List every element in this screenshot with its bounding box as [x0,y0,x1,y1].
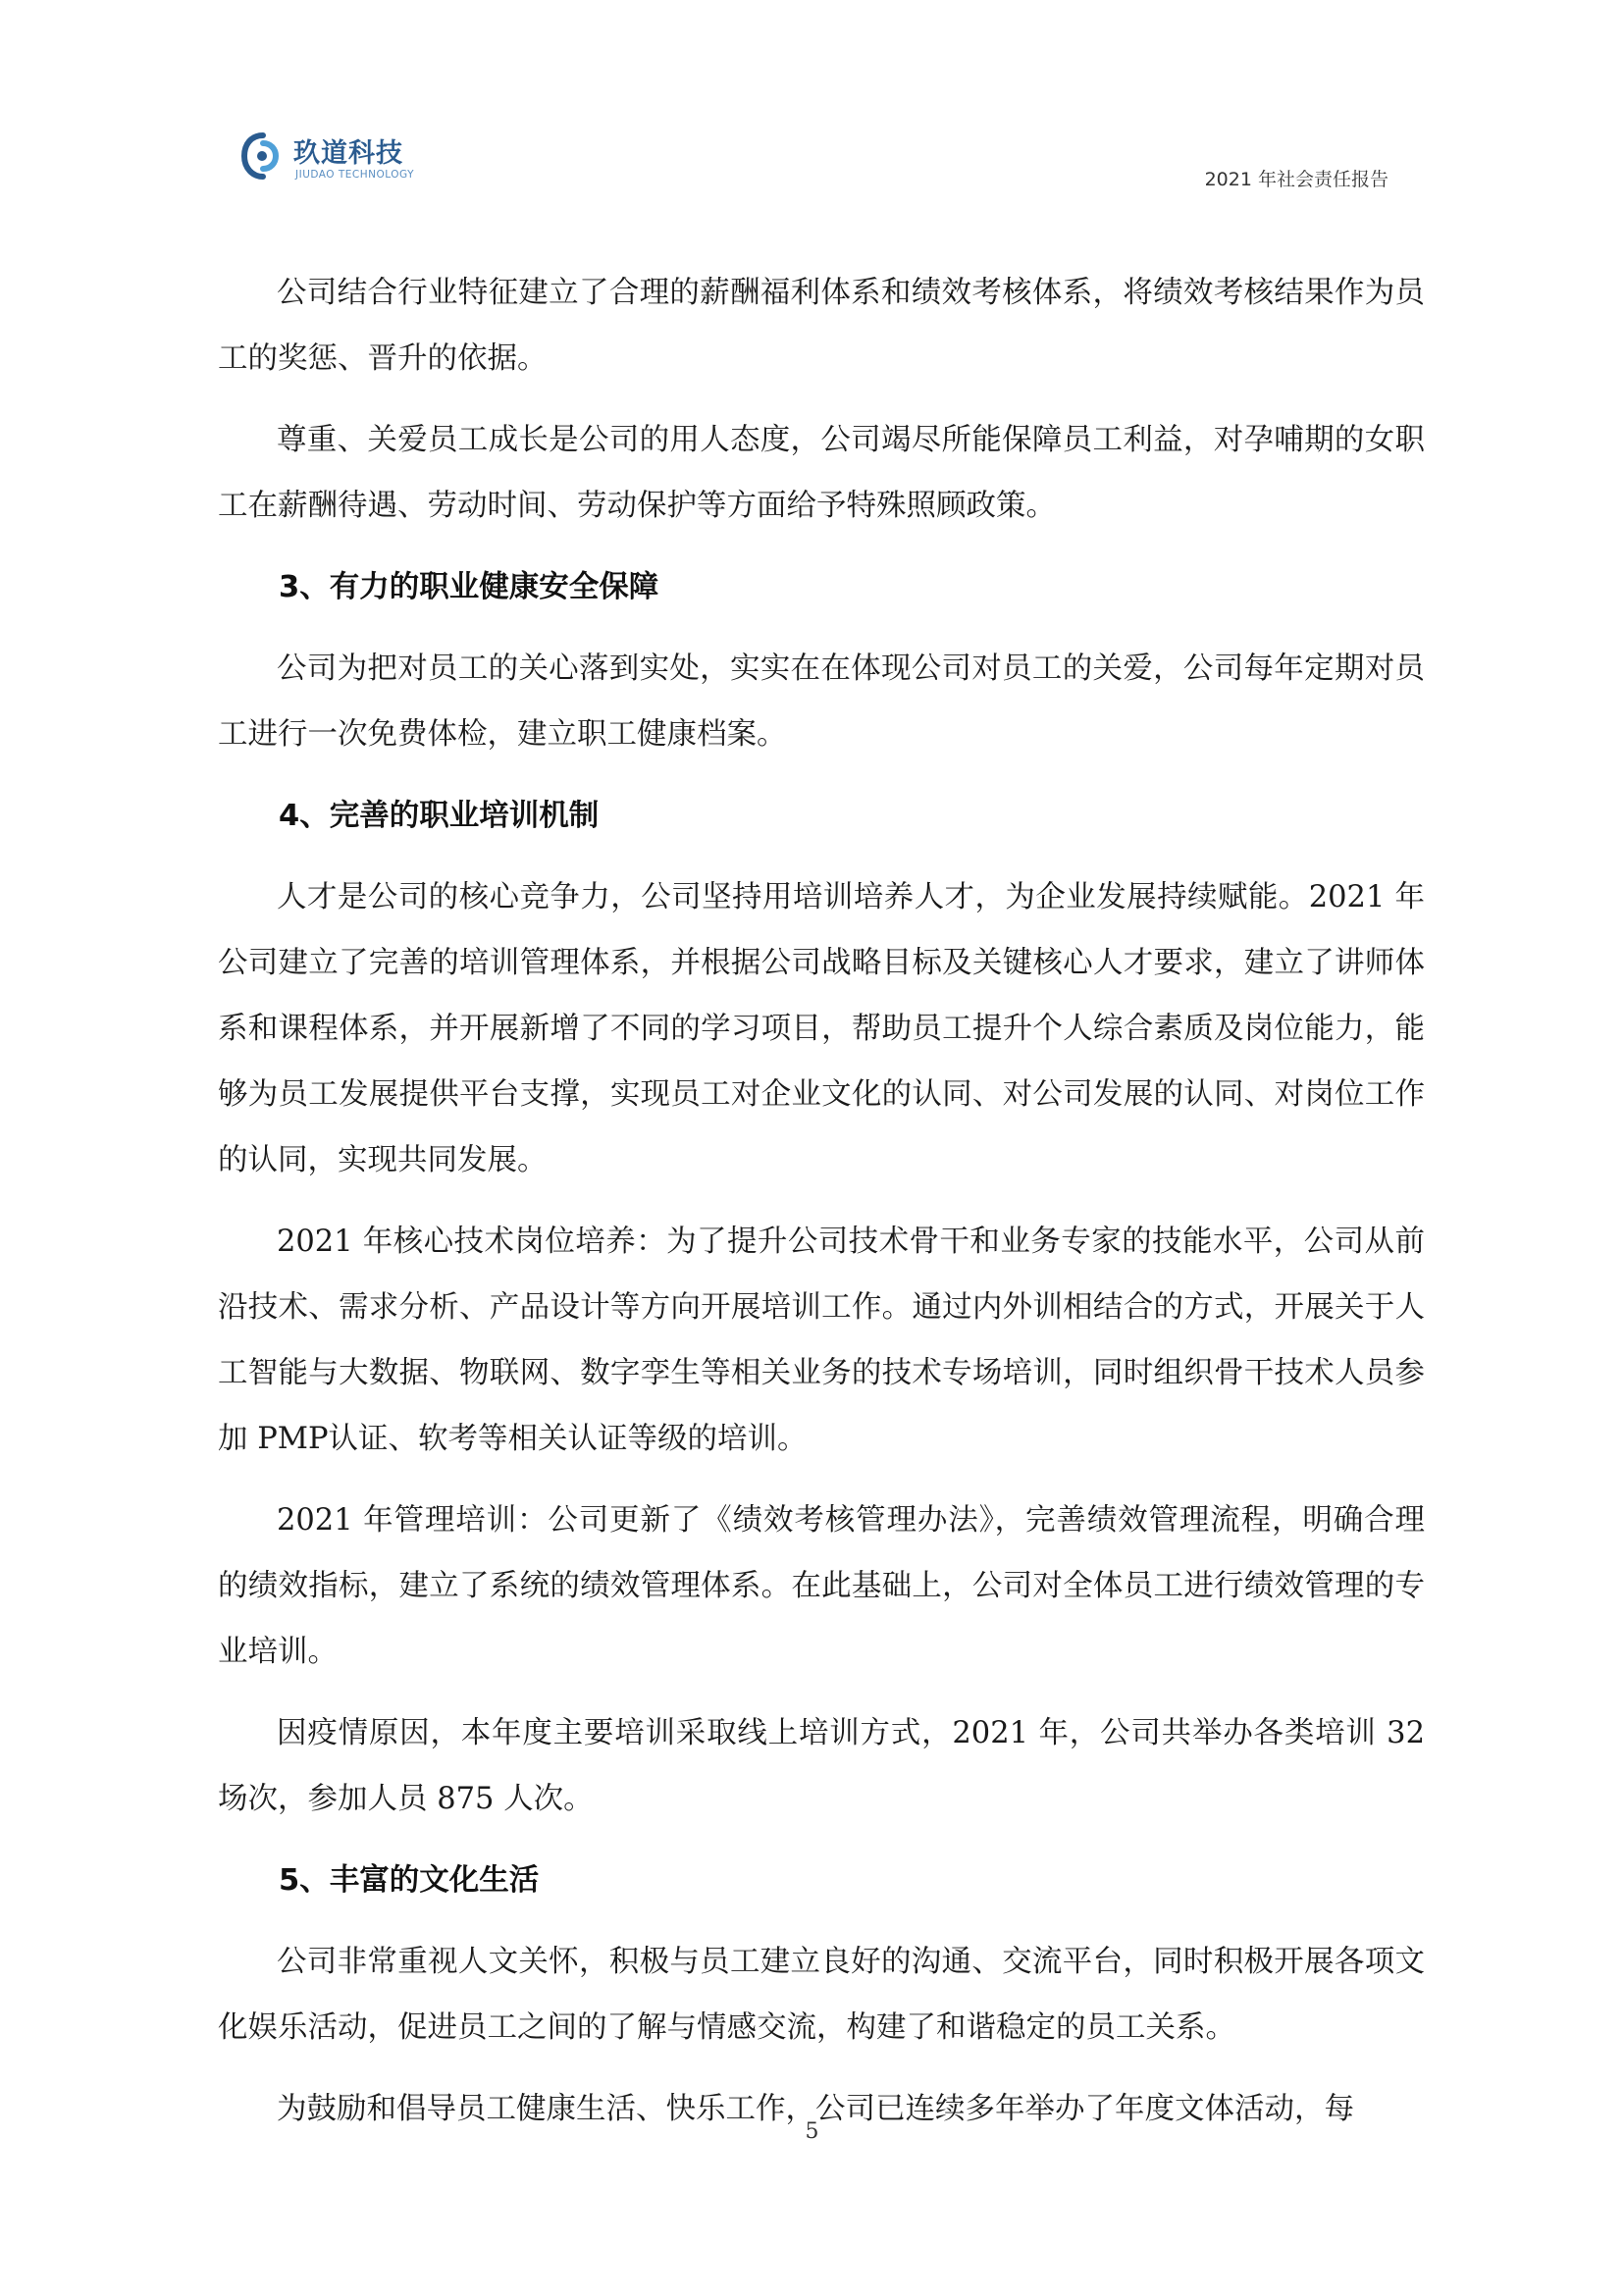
paragraph: 人才是公司的核心竞争力，公司坚持用培训培养人才，为企业发展持续赋能。2021 年公司建立了完善的培训管理体系，并根据公司战略目标及关键核心人才要求，建立了讲师体系和课程体系，并开展新增了不同的学习项目，帮助员工提升个人综合素质及岗位能力，能够为员工发展提供平台支撑，实现员工对企业文化的认同、对公司发展的认同、对岗位工作的认同，实现共同发展。 [218,880,1425,1177]
section-heading: 3、有力的职业健康安全保障 [279,570,659,604]
company-logo [240,126,437,194]
page-header [240,126,1388,204]
section-heading: 5、丰富的文化生活 [279,1863,540,1898]
paragraph: 公司结合行业特征建立了合理的薪酬福利体系和绩效考核体系，将绩效考核结果作为员工的奖惩、晋升的依据。 [218,276,1425,376]
section-heading: 4、完善的职业培训机制 [279,799,600,833]
company-subtitle: JIUDAO TECHNOLOGY [295,169,415,181]
report-title: 2021 年社会责任报告 [1204,169,1388,190]
paragraph: 为鼓励和倡导员工健康生活、快乐工作，公司已连续多年举办了年度文体活动，每 [277,2092,1354,2126]
paragraph: 公司为把对员工的关心落到实处，实实在在体现公司对员工的关爱，公司每年定期对员工进行一次免费体检，建立职工健康档案。 [218,652,1425,752]
paragraph: 因疫情原因，本年度主要培训采取线上培训方式，2021 年，公司共举办各类培训 32 场次，参加人员 875 人次。 [218,1716,1425,1816]
company-name: 玖道科技 [293,138,403,169]
paragraph: 2021 年管理培训：公司更新了《绩效考核管理办法》，完善绩效管理流程，明确合理的绩效指标，建立了系统的绩效管理体系。在此基础上，公司对全体员工进行绩效管理的专业培训。 [218,1503,1425,1669]
paragraph: 尊重、关爱员工成长是公司的用人态度，公司竭尽所能保障员工利益，对孕哺期的女职工在薪酬待遇、劳动时间、劳动保护等方面给予特殊照顾政策。 [218,423,1425,523]
paragraph: 2021 年核心技术岗位培养：为了提升公司技术骨干和业务专家的技能水平，公司从前沿技术、需求分析、产品设计等方向开展培训工作。通过内外训相结合的方式，开展关于人工智能与大数据、物联网、数字孪生等相关业务的技术专场培训，同时组织骨干技术人员参加 PMP认证、软考等相关认证等级的培训。 [218,1225,1425,1456]
document-body [218,260,1425,2158]
page-number: 5 [805,2119,819,2144]
paragraph: 公司非常重视人文关怀，积极与员工建立良好的沟通、交流平台，同时积极开展各项文化娱乐活动，促进员工之间的了解与情感交流，构建了和谐稳定的员工关系。 [218,1945,1425,2045]
jiudao-logo-icon [240,131,286,181]
